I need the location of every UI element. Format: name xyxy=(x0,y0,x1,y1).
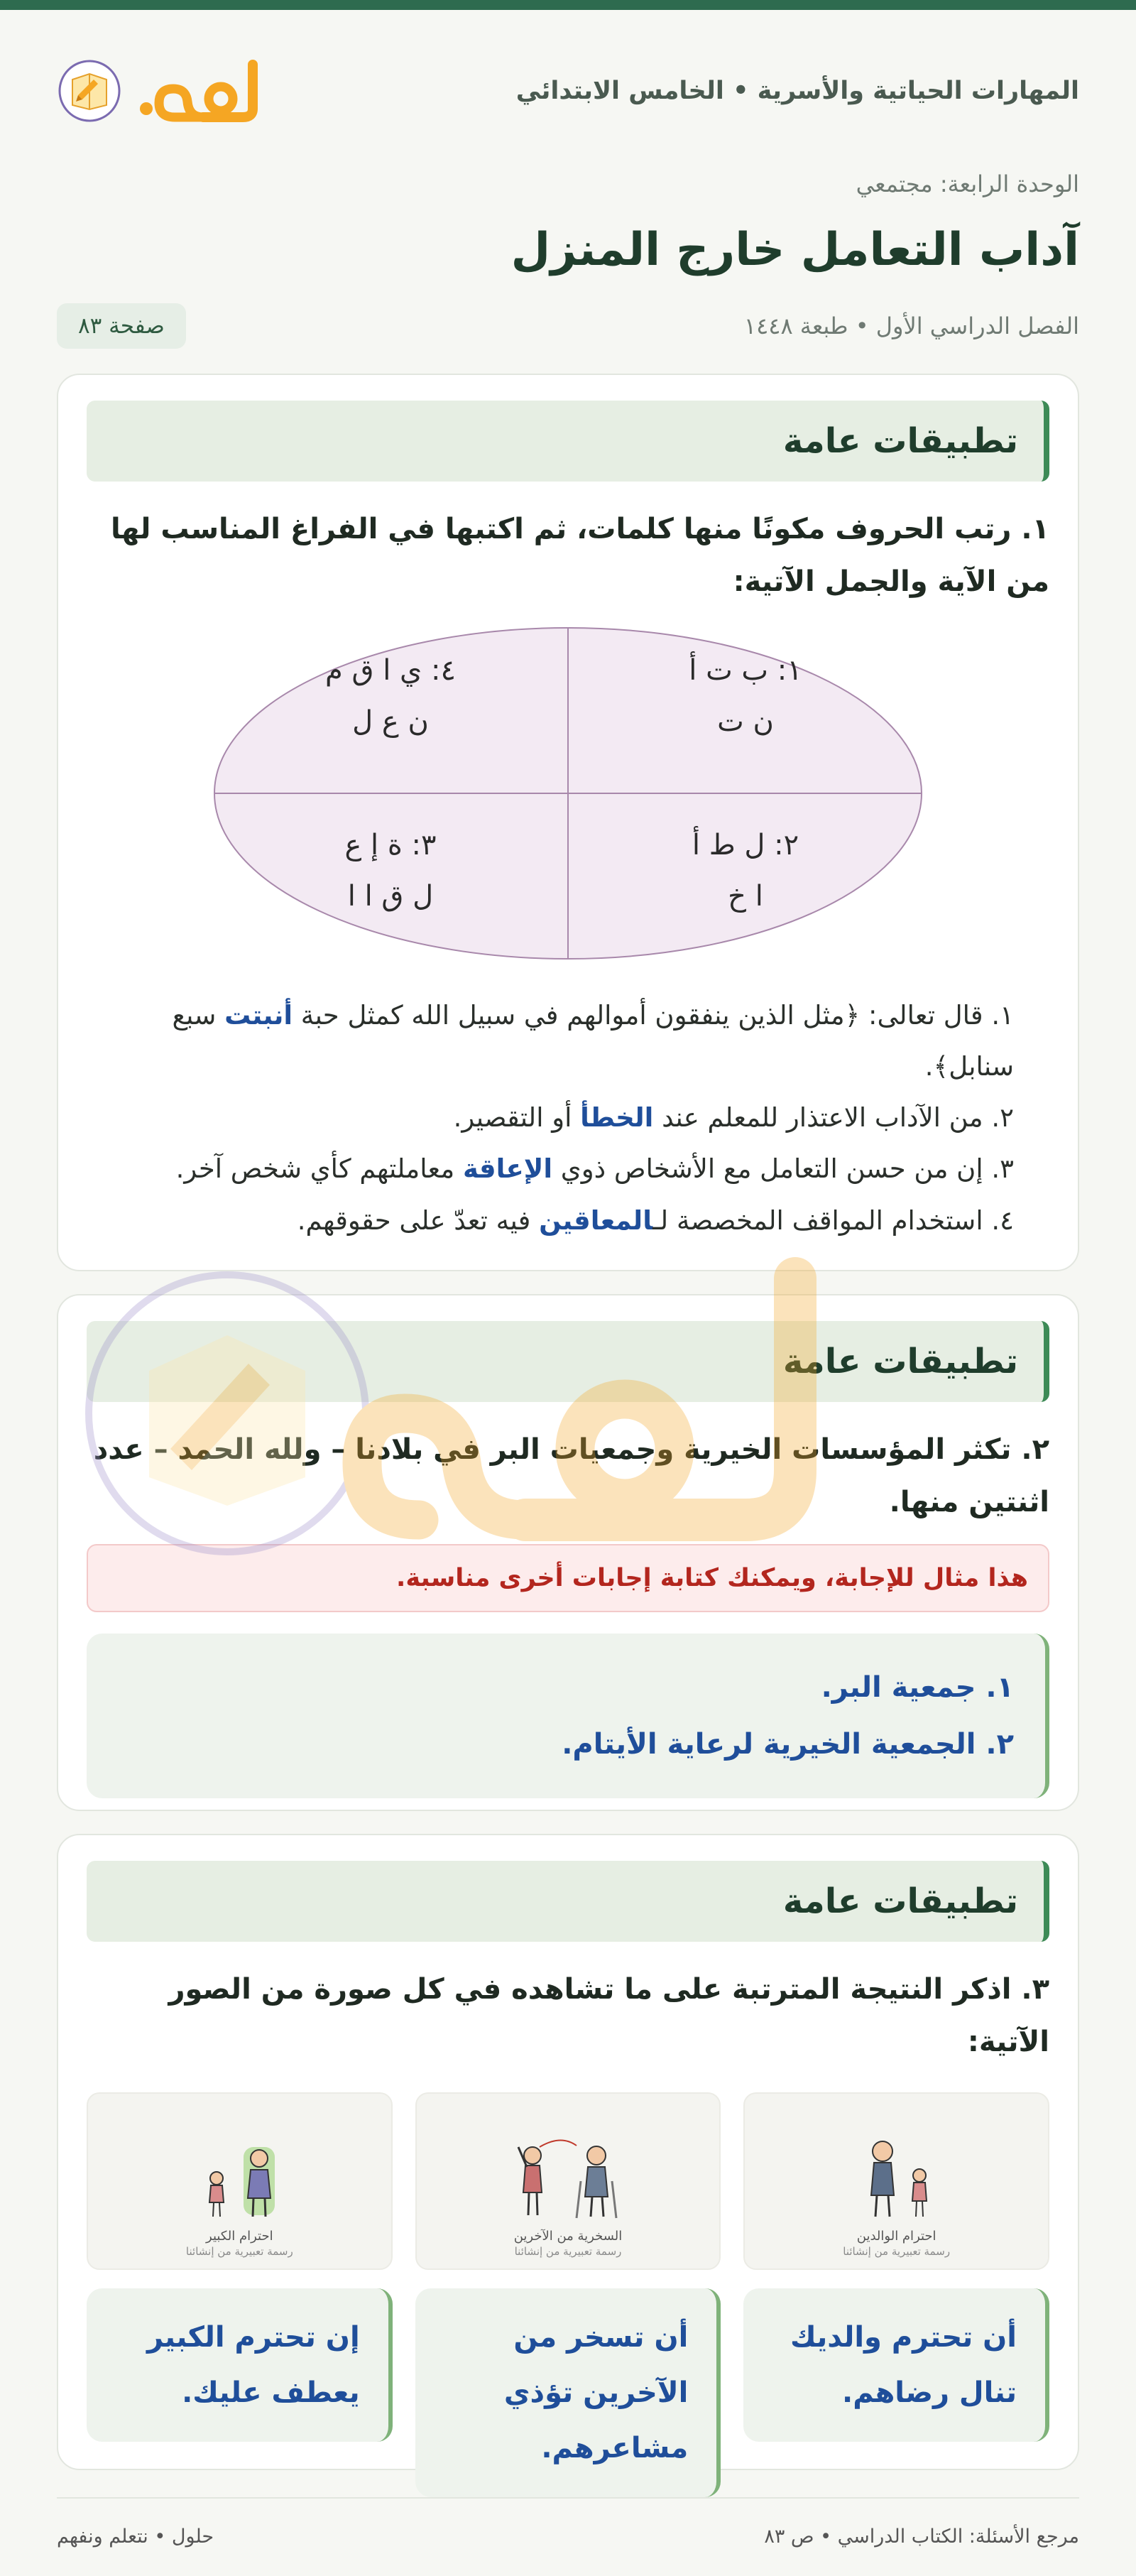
hulul-wordmark xyxy=(132,52,267,130)
sentence-text: سبع سنابل﴾. xyxy=(172,1000,1014,1082)
letters-cell-4-line1: ٤: ي ا ق م xyxy=(324,654,457,687)
section-title: تطبيقات عامة xyxy=(87,401,1049,482)
sentence-item xyxy=(87,1092,1014,1143)
letters-cell-1-line1: ١: ب ت أ xyxy=(689,654,802,687)
answer-line: إن تحترم الكبير xyxy=(147,2321,360,2354)
page-header xyxy=(0,10,1136,172)
elder-child-figures-icon xyxy=(182,2131,296,2224)
page-title: آداب التعامل خارج المنزل xyxy=(510,224,1079,276)
answer-line: أن تحترم والديك xyxy=(790,2321,1017,2354)
answer-card-3 xyxy=(87,2288,393,2442)
image-column-2 xyxy=(415,2092,721,2497)
image-column-1 xyxy=(743,2092,1049,2497)
page-footer xyxy=(57,2497,1079,2548)
image-subcaption: رسمة تعبيرية من إنشائنا xyxy=(843,2244,951,2258)
meta-row xyxy=(0,303,1136,349)
letters-cell-2 xyxy=(625,820,866,922)
page-badge: صفحة ٨٣ xyxy=(57,303,186,349)
answer-line: مشاعرهم. xyxy=(541,2432,689,2464)
answer-line: أن تسخر من xyxy=(513,2321,689,2354)
book-pen-icon xyxy=(57,58,122,124)
top-accent-bar xyxy=(0,0,1136,10)
section-title: تطبيقات عامة xyxy=(87,1861,1049,1942)
question-3-text: ٣. اذكر النتيجة المترتبة على ما تشاهده في كل صورة من الصور الآتية: xyxy=(168,1973,1049,2058)
question-card-1 xyxy=(57,374,1079,1271)
hulul-logo xyxy=(57,52,267,130)
letters-ellipse xyxy=(213,626,923,960)
letters-cell-2-line1: ٢: ل ط أ xyxy=(692,829,799,862)
letters-cell-1-line2: ن ت xyxy=(717,705,774,738)
section-title: تطبيقات عامة xyxy=(87,1321,1049,1402)
sentence-item xyxy=(87,990,1014,1092)
sentence-text: معاملتهم كأي شخص آخر. xyxy=(175,1153,463,1185)
answer-line: يعطف عليك. xyxy=(182,2376,360,2409)
image-caption: احترام الكبير xyxy=(206,2229,273,2244)
sentence-text: فيه تعدّ على حقوقهم. xyxy=(297,1205,540,1236)
answer-card-1 xyxy=(743,2288,1049,2442)
semester-label: الفصل الدراسي الأول • طبعة ١٤٤٨ xyxy=(743,312,1079,339)
sentence-item xyxy=(87,1143,1014,1195)
image-caption: السخرية من الآخرين xyxy=(513,2229,623,2244)
answer-line: الآخرين تؤذي xyxy=(503,2376,689,2409)
answer-word: الإعاقة xyxy=(462,1153,553,1185)
sentence-item xyxy=(87,1195,1014,1246)
illustration-respect-parents xyxy=(743,2092,1049,2270)
image-column-3 xyxy=(87,2092,393,2497)
brand-label: حلول • نتعلم ونفهم xyxy=(57,2526,214,2548)
mockery-figures-icon xyxy=(497,2131,639,2224)
image-subcaption: رسمة تعبيرية من إنشائنا xyxy=(185,2244,293,2258)
answer-line: ٢. الجمعية الخيرية لرعاية الأيتام. xyxy=(562,1728,1014,1761)
answer-word: أنبتت xyxy=(224,1000,293,1031)
images-row xyxy=(87,2092,1049,2497)
question-card-2 xyxy=(57,1294,1079,1811)
answer-box xyxy=(87,1634,1049,1798)
letters-cell-1 xyxy=(625,645,866,747)
letters-cell-3 xyxy=(270,820,511,922)
sentences-list xyxy=(87,990,1049,1246)
subject-label: المهارات الحياتية والأسرية • الخامس الابتدائي xyxy=(515,77,1079,105)
image-caption: احترام الوالدين xyxy=(856,2229,936,2244)
family-figures-icon xyxy=(840,2131,954,2224)
image-subcaption: رسمة تعبيرية من إنشائنا xyxy=(514,2244,622,2258)
letters-cell-3-line2: ل ق ا ا xyxy=(347,880,434,913)
letters-cell-3-line1: ٣: ة إ ع xyxy=(344,829,437,862)
question-2-text: ٢. تكثر المؤسسات الخيرية وجمعيات البر في بلادنا – ولله الحمد – عدد اثنتين منها. xyxy=(93,1433,1049,1518)
question-1-text: ١. رتب الحروف مكونًا منها كلمات، ثم اكتبها في الفراغ المناسب لها من الآية والجمل الآتية: xyxy=(111,513,1049,598)
letters-cell-4-line2: ن ع ل xyxy=(352,705,429,738)
sentence-text: ٤. استخدام المواقف المخصصة لـ xyxy=(652,1205,1014,1236)
illustration-respect-elders xyxy=(87,2092,393,2270)
sentence-text: أو التقصير. xyxy=(453,1102,581,1134)
unit-label: الوحدة الرابعة: مجتمعي xyxy=(856,170,1079,197)
letters-cell-2-line2: ا خ xyxy=(728,880,763,913)
reference-label: مرجع الأسئلة: الكتاب الدراسي • ص ٨٣ xyxy=(764,2526,1079,2548)
question-card-3 xyxy=(57,1834,1079,2470)
illustration-mockery xyxy=(415,2092,721,2270)
answer-line: تنال رضاهم. xyxy=(842,2376,1017,2409)
answer-line: ١. جمعية البر. xyxy=(821,1671,1014,1704)
answer-card-2 xyxy=(415,2288,721,2497)
answer-word: الخطأ xyxy=(580,1102,654,1134)
sentence-text: ٢. من الآداب الاعتذار للمعلم عند xyxy=(653,1102,1014,1134)
letters-cell-4 xyxy=(270,645,511,747)
sentence-text: ٣. إن من حسن التعامل مع الأشخاص ذوي xyxy=(552,1153,1014,1185)
example-note: هذا مثال للإجابة، ويمكنك كتابة إجابات أخرى مناسبة. xyxy=(87,1544,1049,1612)
sentence-text: ١. قال تعالى: ﴿مثل الذين ينفقون أموالهم في سبيل الله كمثل حبة xyxy=(293,1000,1014,1031)
answer-word: المعاقين xyxy=(539,1205,653,1236)
